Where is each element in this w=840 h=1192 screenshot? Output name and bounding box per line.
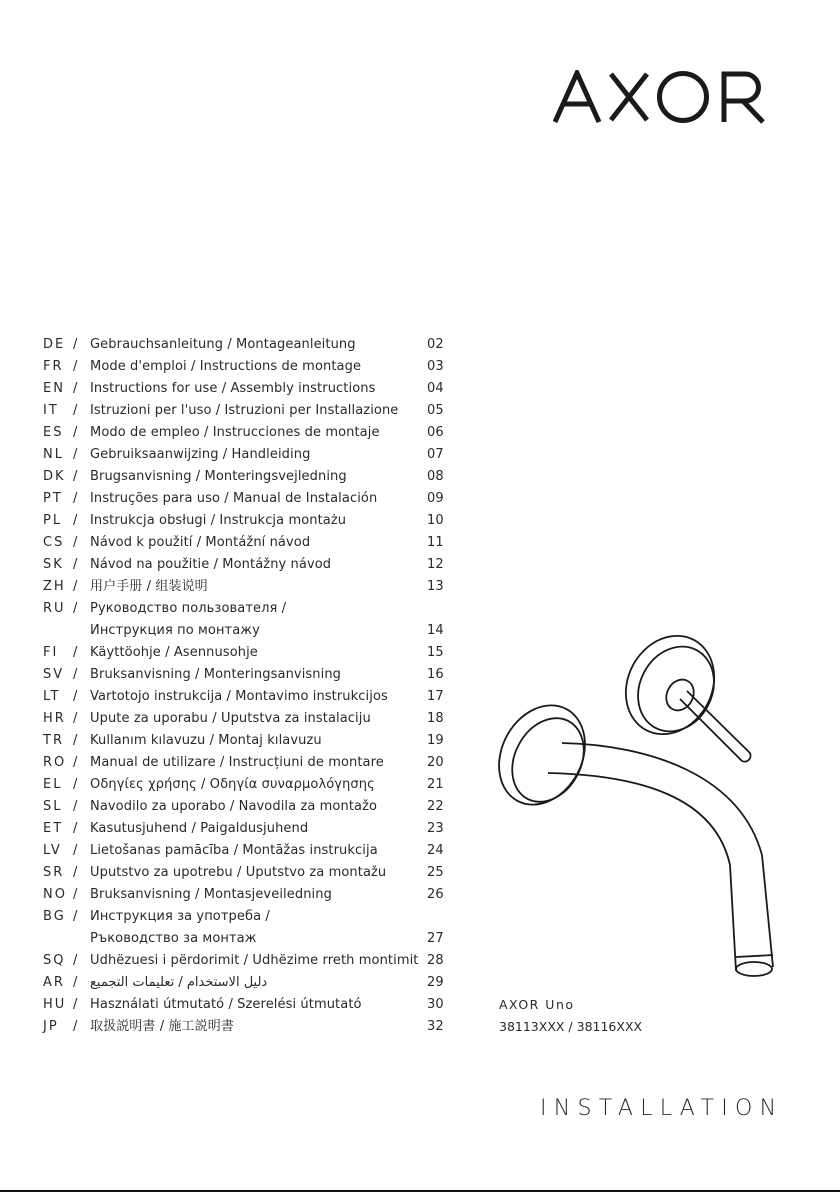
page-number: 10 <box>427 513 444 528</box>
page-number: 20 <box>427 755 444 770</box>
page-number: 08 <box>427 469 444 484</box>
language-code: CS <box>43 535 65 550</box>
separator: / <box>73 997 78 1012</box>
separator: / <box>73 689 78 704</box>
separator: / <box>73 359 78 374</box>
toc-row <box>43 994 453 1016</box>
section-title: 取扱説明書 / 施工説明書 <box>90 1019 234 1034</box>
language-code: EN <box>43 381 65 396</box>
separator: / <box>73 821 78 836</box>
product-codes: 38113XXX / 38116XXX <box>499 1019 643 1034</box>
language-code: DK <box>43 469 66 484</box>
language-code: SL <box>43 799 63 814</box>
language-code: PT <box>43 491 63 506</box>
language-code: AR <box>43 975 65 990</box>
page-number: 23 <box>427 821 444 836</box>
toc-row <box>43 840 453 862</box>
page-number: 14 <box>427 623 444 638</box>
section-title: Kasutusjuhend / Paigaldusjuhend <box>90 821 309 836</box>
separator: / <box>73 381 78 396</box>
brand-logo <box>553 70 769 124</box>
toc-row <box>43 818 453 840</box>
separator: / <box>73 777 78 792</box>
separator: / <box>73 513 78 528</box>
toc-row <box>43 554 453 576</box>
toc-row <box>43 466 453 488</box>
toc-row <box>43 422 453 444</box>
section-title: Gebrauchsanleitung / Montageanleitung <box>90 337 356 352</box>
page-number: 16 <box>427 667 444 682</box>
language-code: NO <box>43 887 67 902</box>
separator: / <box>73 975 78 990</box>
toc-row <box>43 884 453 906</box>
toc-row <box>43 972 453 994</box>
page-number: 03 <box>427 359 444 374</box>
section-title: Инструкция за употреба / <box>90 909 270 924</box>
page-number: 17 <box>427 689 444 704</box>
section-title: Kullanım kılavuzu / Montaj kılavuzu <box>90 733 322 748</box>
page-number: 13 <box>427 579 444 594</box>
language-code: LV <box>43 843 62 858</box>
section-title: دليل الاستخدام / تعليمات التجميع <box>90 975 268 990</box>
section-title: Használati útmutató / Szerelési útmutató <box>90 997 362 1012</box>
toc-row <box>43 444 453 466</box>
toc-row <box>43 510 453 532</box>
language-code: DE <box>43 337 66 352</box>
section-title: Инструкция по монтажу <box>90 623 260 638</box>
separator: / <box>73 887 78 902</box>
section-title: Bruksanvisning / Monteringsanvisning <box>90 667 342 682</box>
toc-row <box>43 708 453 730</box>
page-number: 04 <box>427 381 444 396</box>
page-number: 02 <box>427 337 444 352</box>
toc-row <box>43 378 453 400</box>
separator: / <box>73 337 78 352</box>
section-title: Instrukcja obsługi / Instrukcja montażu <box>90 513 347 528</box>
toc-row <box>43 400 453 422</box>
section-title: Udhëzuesi i përdorimit / Udhëzime rreth montimit <box>90 953 419 968</box>
separator: / <box>73 557 78 572</box>
section-title: Руководство пользователя / <box>90 601 287 616</box>
section-title: Käyttöohje / Asennusohje <box>90 645 258 660</box>
page-number: 05 <box>427 403 444 418</box>
separator: / <box>73 491 78 506</box>
language-code: HU <box>43 997 67 1012</box>
page-number: 30 <box>427 997 444 1012</box>
language-code: IT <box>43 403 59 418</box>
page-number: 15 <box>427 645 444 660</box>
toc-row <box>43 620 453 642</box>
toc-row <box>43 1016 453 1038</box>
language-code: RO <box>43 755 67 770</box>
language-code: ET <box>43 821 64 836</box>
section-title: Gebruiksaanwijzing / Handleiding <box>90 447 311 462</box>
separator: / <box>73 711 78 726</box>
language-code: ZH <box>43 579 66 594</box>
section-title: Manual de utilizare / Instrucțiuni de montare <box>90 755 384 770</box>
language-code: TR <box>43 733 64 748</box>
page-number: 24 <box>427 843 444 858</box>
section-title: 用户手册 / 组装说明 <box>90 579 208 594</box>
language-code: FR <box>43 359 64 374</box>
toc-row <box>43 598 453 620</box>
section-title: Vartotojo instrukcija / Montavimo instrukcijos <box>90 689 388 704</box>
section-title: Uputstvo za upotrebu / Uputstvo za montažu <box>90 865 387 880</box>
separator: / <box>73 535 78 550</box>
language-code: JP <box>43 1019 59 1034</box>
separator: / <box>73 425 78 440</box>
language-code: LT <box>43 689 61 704</box>
section-title: Navodilo za uporabo / Navodila za montažo <box>90 799 378 814</box>
language-code: ES <box>43 425 64 440</box>
section-title: Instruções para uso / Manual de Instalación <box>90 491 378 506</box>
section-title: Modo de empleo / Instrucciones de montaje <box>90 425 380 440</box>
separator: / <box>73 403 78 418</box>
page-number: 26 <box>427 887 444 902</box>
page-number: 21 <box>427 777 444 792</box>
language-code: SK <box>43 557 64 572</box>
page-number: 06 <box>427 425 444 440</box>
toc-row <box>43 774 453 796</box>
page-number: 07 <box>427 447 444 462</box>
separator: / <box>73 601 78 616</box>
separator: / <box>73 733 78 748</box>
page-number: 19 <box>427 733 444 748</box>
page-number: 25 <box>427 865 444 880</box>
toc-row <box>43 928 453 950</box>
faucet-drawing-icon <box>490 625 790 995</box>
toc-row <box>43 664 453 686</box>
toc-row <box>43 356 453 378</box>
toc-row <box>43 950 453 972</box>
toc-row <box>43 862 453 884</box>
separator: / <box>73 799 78 814</box>
language-code: EL <box>43 777 63 792</box>
language-code: RU <box>43 601 66 616</box>
toc-row <box>43 796 453 818</box>
page-number: 18 <box>427 711 444 726</box>
page-number: 22 <box>427 799 444 814</box>
section-title: Instructions for use / Assembly instructions <box>90 381 376 396</box>
separator: / <box>73 843 78 858</box>
language-code: FI <box>43 645 59 660</box>
toc-row <box>43 730 453 752</box>
page-number: 32 <box>427 1019 444 1034</box>
toc-row <box>43 752 453 774</box>
section-title: Brugsanvisning / Monteringsvejledning <box>90 469 347 484</box>
separator: / <box>73 447 78 462</box>
page-number: 27 <box>427 931 444 946</box>
toc-row <box>43 532 453 554</box>
section-title: Lietošanas pamācība / Montāžas instrukcija <box>90 843 378 858</box>
toc-row <box>43 642 453 664</box>
page-number: 11 <box>427 535 444 550</box>
page-number: 29 <box>427 975 444 990</box>
separator: / <box>73 909 78 924</box>
language-index <box>43 334 453 1038</box>
language-code: PL <box>43 513 63 528</box>
document-heading: INSTALLATION <box>540 1096 784 1121</box>
language-code: NL <box>43 447 64 462</box>
axor-logo-icon <box>553 70 769 124</box>
section-title: Ръководство за монтаж <box>90 931 257 946</box>
section-title: Návod na použitie / Montážny návod <box>90 557 332 572</box>
section-title: Istruzioni per l'uso / Istruzioni per Installazione <box>90 403 399 418</box>
separator: / <box>73 1019 78 1034</box>
language-code: HR <box>43 711 66 726</box>
toc-row <box>43 906 453 928</box>
language-code: SQ <box>43 953 66 968</box>
toc-row <box>43 334 453 356</box>
separator: / <box>73 953 78 968</box>
language-code: BG <box>43 909 66 924</box>
section-title: Návod k použití / Montážní návod <box>90 535 311 550</box>
separator: / <box>73 469 78 484</box>
separator: / <box>73 645 78 660</box>
section-title: Οδηγίες χρήσης / Οδηγία συναρμολόγησης <box>90 777 375 792</box>
separator: / <box>73 755 78 770</box>
separator: / <box>73 865 78 880</box>
product-name: AXOR Uno <box>499 997 575 1012</box>
product-info <box>499 994 642 1038</box>
separator: / <box>73 667 78 682</box>
page-number: 28 <box>427 953 444 968</box>
language-code: SR <box>43 865 65 880</box>
toc-row <box>43 576 453 598</box>
section-title: Upute za uporabu / Uputstva za instalaciju <box>90 711 371 726</box>
separator: / <box>73 579 78 594</box>
section-title: Mode d'emploi / Instructions de montage <box>90 359 362 374</box>
toc-row <box>43 686 453 708</box>
page-number: 09 <box>427 491 444 506</box>
page-number: 12 <box>427 557 444 572</box>
language-code: SV <box>43 667 65 682</box>
toc-row <box>43 488 453 510</box>
section-title: Bruksanvisning / Montasjeveiledning <box>90 887 332 902</box>
